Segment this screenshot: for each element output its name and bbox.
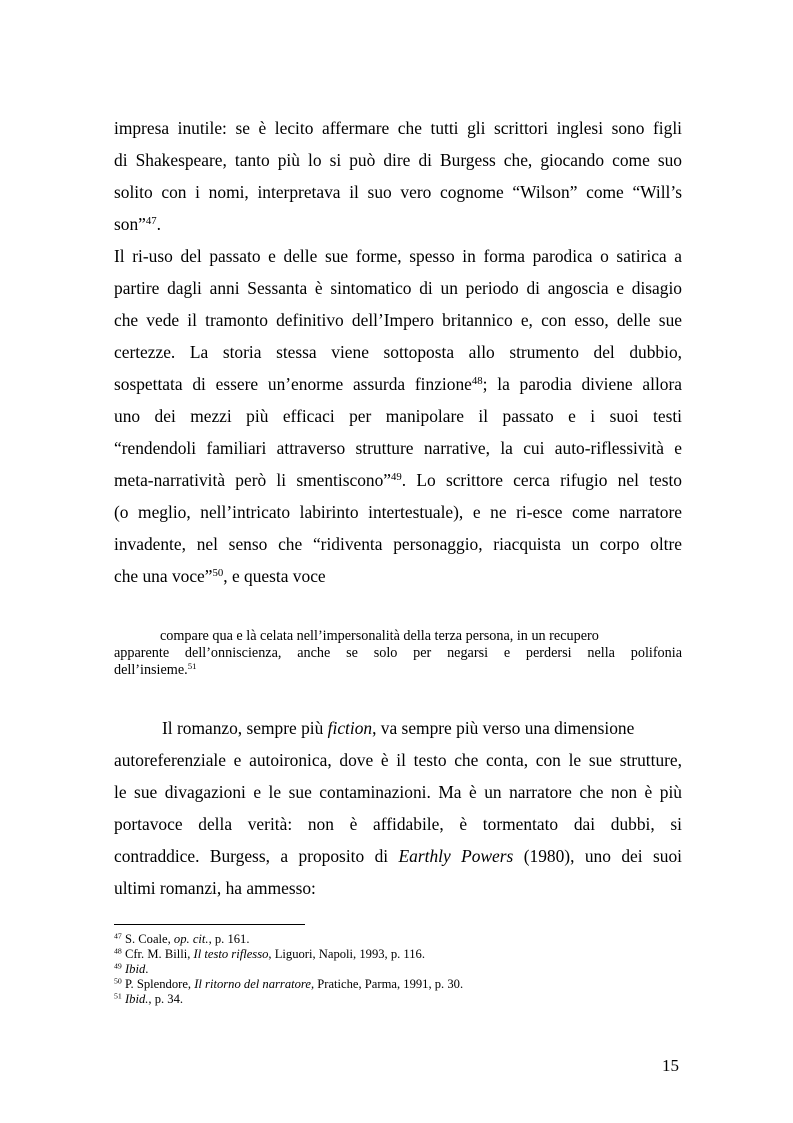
footnote-51 — [114, 992, 183, 1008]
quote-line: apparente dell’onniscienza, anche se solo per negarsi e perdersi nella polifonia — [114, 645, 682, 661]
text-run: contraddice. Burgess, a proposito di — [114, 846, 399, 866]
paragraph-line: solito con i nomi, interpretava il suo vero cognome “Wilson” come “Will’s — [114, 182, 682, 202]
paragraph-line: invadente, nel senso che “ridiventa personaggio, riacquista un corpo oltre — [114, 534, 682, 554]
text-run: , p. 34. — [148, 992, 184, 1006]
paragraph-line: portavoce della verità: non è affidabile, è tormentato dai dubbi, si — [114, 814, 682, 834]
paragraph-line — [114, 844, 682, 868]
text-run: . — [156, 214, 162, 234]
paragraph-line — [114, 372, 682, 396]
text-run: dell’insieme. — [114, 662, 188, 678]
text-run: , va sempre più verso una dimensione — [372, 718, 635, 738]
footnote-48 — [114, 947, 425, 963]
paragraph-line: certezze. La storia stessa viene sottoposta allo strumento del dubbio, — [114, 342, 682, 362]
text-run: Cfr. M. Billi, — [121, 947, 194, 961]
paragraph-line: uno dei mezzi più efficaci per manipolare il passato e i suoi testi — [114, 406, 682, 426]
footnote-number: 51 — [114, 991, 122, 1001]
footnote-ref-49: 49 — [391, 471, 402, 484]
text-run: , e questa voce — [223, 566, 326, 586]
text-run: meta-narratività però li smentiscono” — [114, 470, 392, 490]
italic-term: fiction — [327, 718, 373, 738]
italic-text: Il testo riflesso — [193, 947, 269, 961]
footnote-50 — [114, 977, 463, 993]
book-title: Earthly Powers — [398, 846, 514, 866]
paragraph-line: partire dagli anni Sessanta è sintomatico di un periodo di angoscia e disagio — [114, 278, 682, 298]
text-run: , p. 161. — [208, 932, 250, 946]
quote-line — [114, 662, 682, 679]
italic-text: Il ritorno del narratore, — [194, 977, 315, 991]
paragraph-line: impresa inutile: se è lecito affermare che tutti gli scrittori inglesi sono figli — [114, 118, 682, 138]
text-run: . Lo scrittore cerca rifugio nel testo — [401, 470, 682, 490]
quote-line: compare qua e là celata nell’impersonalità della terza persona, in un recupero — [160, 628, 599, 644]
footnote-47 — [114, 932, 250, 948]
paragraph-line — [114, 468, 682, 492]
footnote-number: 50 — [114, 976, 122, 986]
footnote-separator — [114, 924, 305, 925]
footnote-number: 49 — [114, 961, 122, 971]
paragraph-line: “rendendoli familiari attraverso strutture narrative, la cui auto-riflessività e — [114, 438, 682, 458]
page-number: 15 — [662, 1056, 679, 1075]
text-run: Pratiche, Parma, 1991, p. 30. — [314, 977, 464, 991]
paragraph-line: che vede il tramonto definitivo dell’Impero britannico e, con esso, delle sue — [114, 310, 682, 330]
italic-text: op. cit. — [173, 932, 209, 946]
footnote-number: 47 — [114, 931, 122, 941]
paragraph-line — [114, 212, 682, 236]
paragraph-line — [114, 716, 682, 740]
text-run: (1980), uno dei suoi — [513, 846, 682, 866]
text-run: S. Coale, — [121, 932, 174, 946]
italic-text: Ibid — [124, 962, 146, 976]
paragraph-line: Il ri-uso del passato e delle sue forme, spesso in forma parodica o satirica a — [114, 246, 682, 266]
text-run: . — [145, 962, 149, 976]
block-quote — [114, 628, 682, 679]
paragraph-line: autoreferenziale e autoironica, dove è il testo che conta, con le sue strutture, — [114, 750, 682, 770]
footnote-number: 48 — [114, 946, 122, 956]
text-run: Il romanzo, sempre più — [162, 718, 328, 738]
text-run: , Liguori, Napoli, 1993, p. 116. — [268, 947, 425, 961]
text-run: P. Splendore, — [121, 977, 195, 991]
paragraph-line — [114, 564, 682, 588]
paragraph-line: di Shakespeare, tanto più lo si può dire di Burgess che, giocando come suo — [114, 150, 682, 170]
footnote-ref-50: 50 — [212, 567, 224, 580]
paragraph-line: le sue divagazioni e le sue contaminazioni. Ma è un narratore che non è più — [114, 782, 682, 802]
footnote-ref-47: 47 — [145, 215, 157, 228]
text-run: ; la parodia diviene allora — [482, 374, 682, 394]
paragraph-line: (o meglio, nell’intricato labirinto intertestuale), e ne ri-esce come narratore — [114, 502, 682, 522]
footnote-ref-48: 48 — [471, 375, 483, 388]
text-run: son” — [114, 214, 146, 234]
footnote-ref-51: 51 — [187, 661, 197, 672]
paragraph-line: ultimi romanzi, ha ammesso: — [114, 878, 316, 898]
italic-text: Ibid. — [124, 992, 149, 1006]
text-run: che una voce” — [114, 566, 213, 586]
footnote-49 — [114, 962, 148, 978]
text-run: sospettata di essere un’enorme assurda finzione — [114, 374, 472, 394]
